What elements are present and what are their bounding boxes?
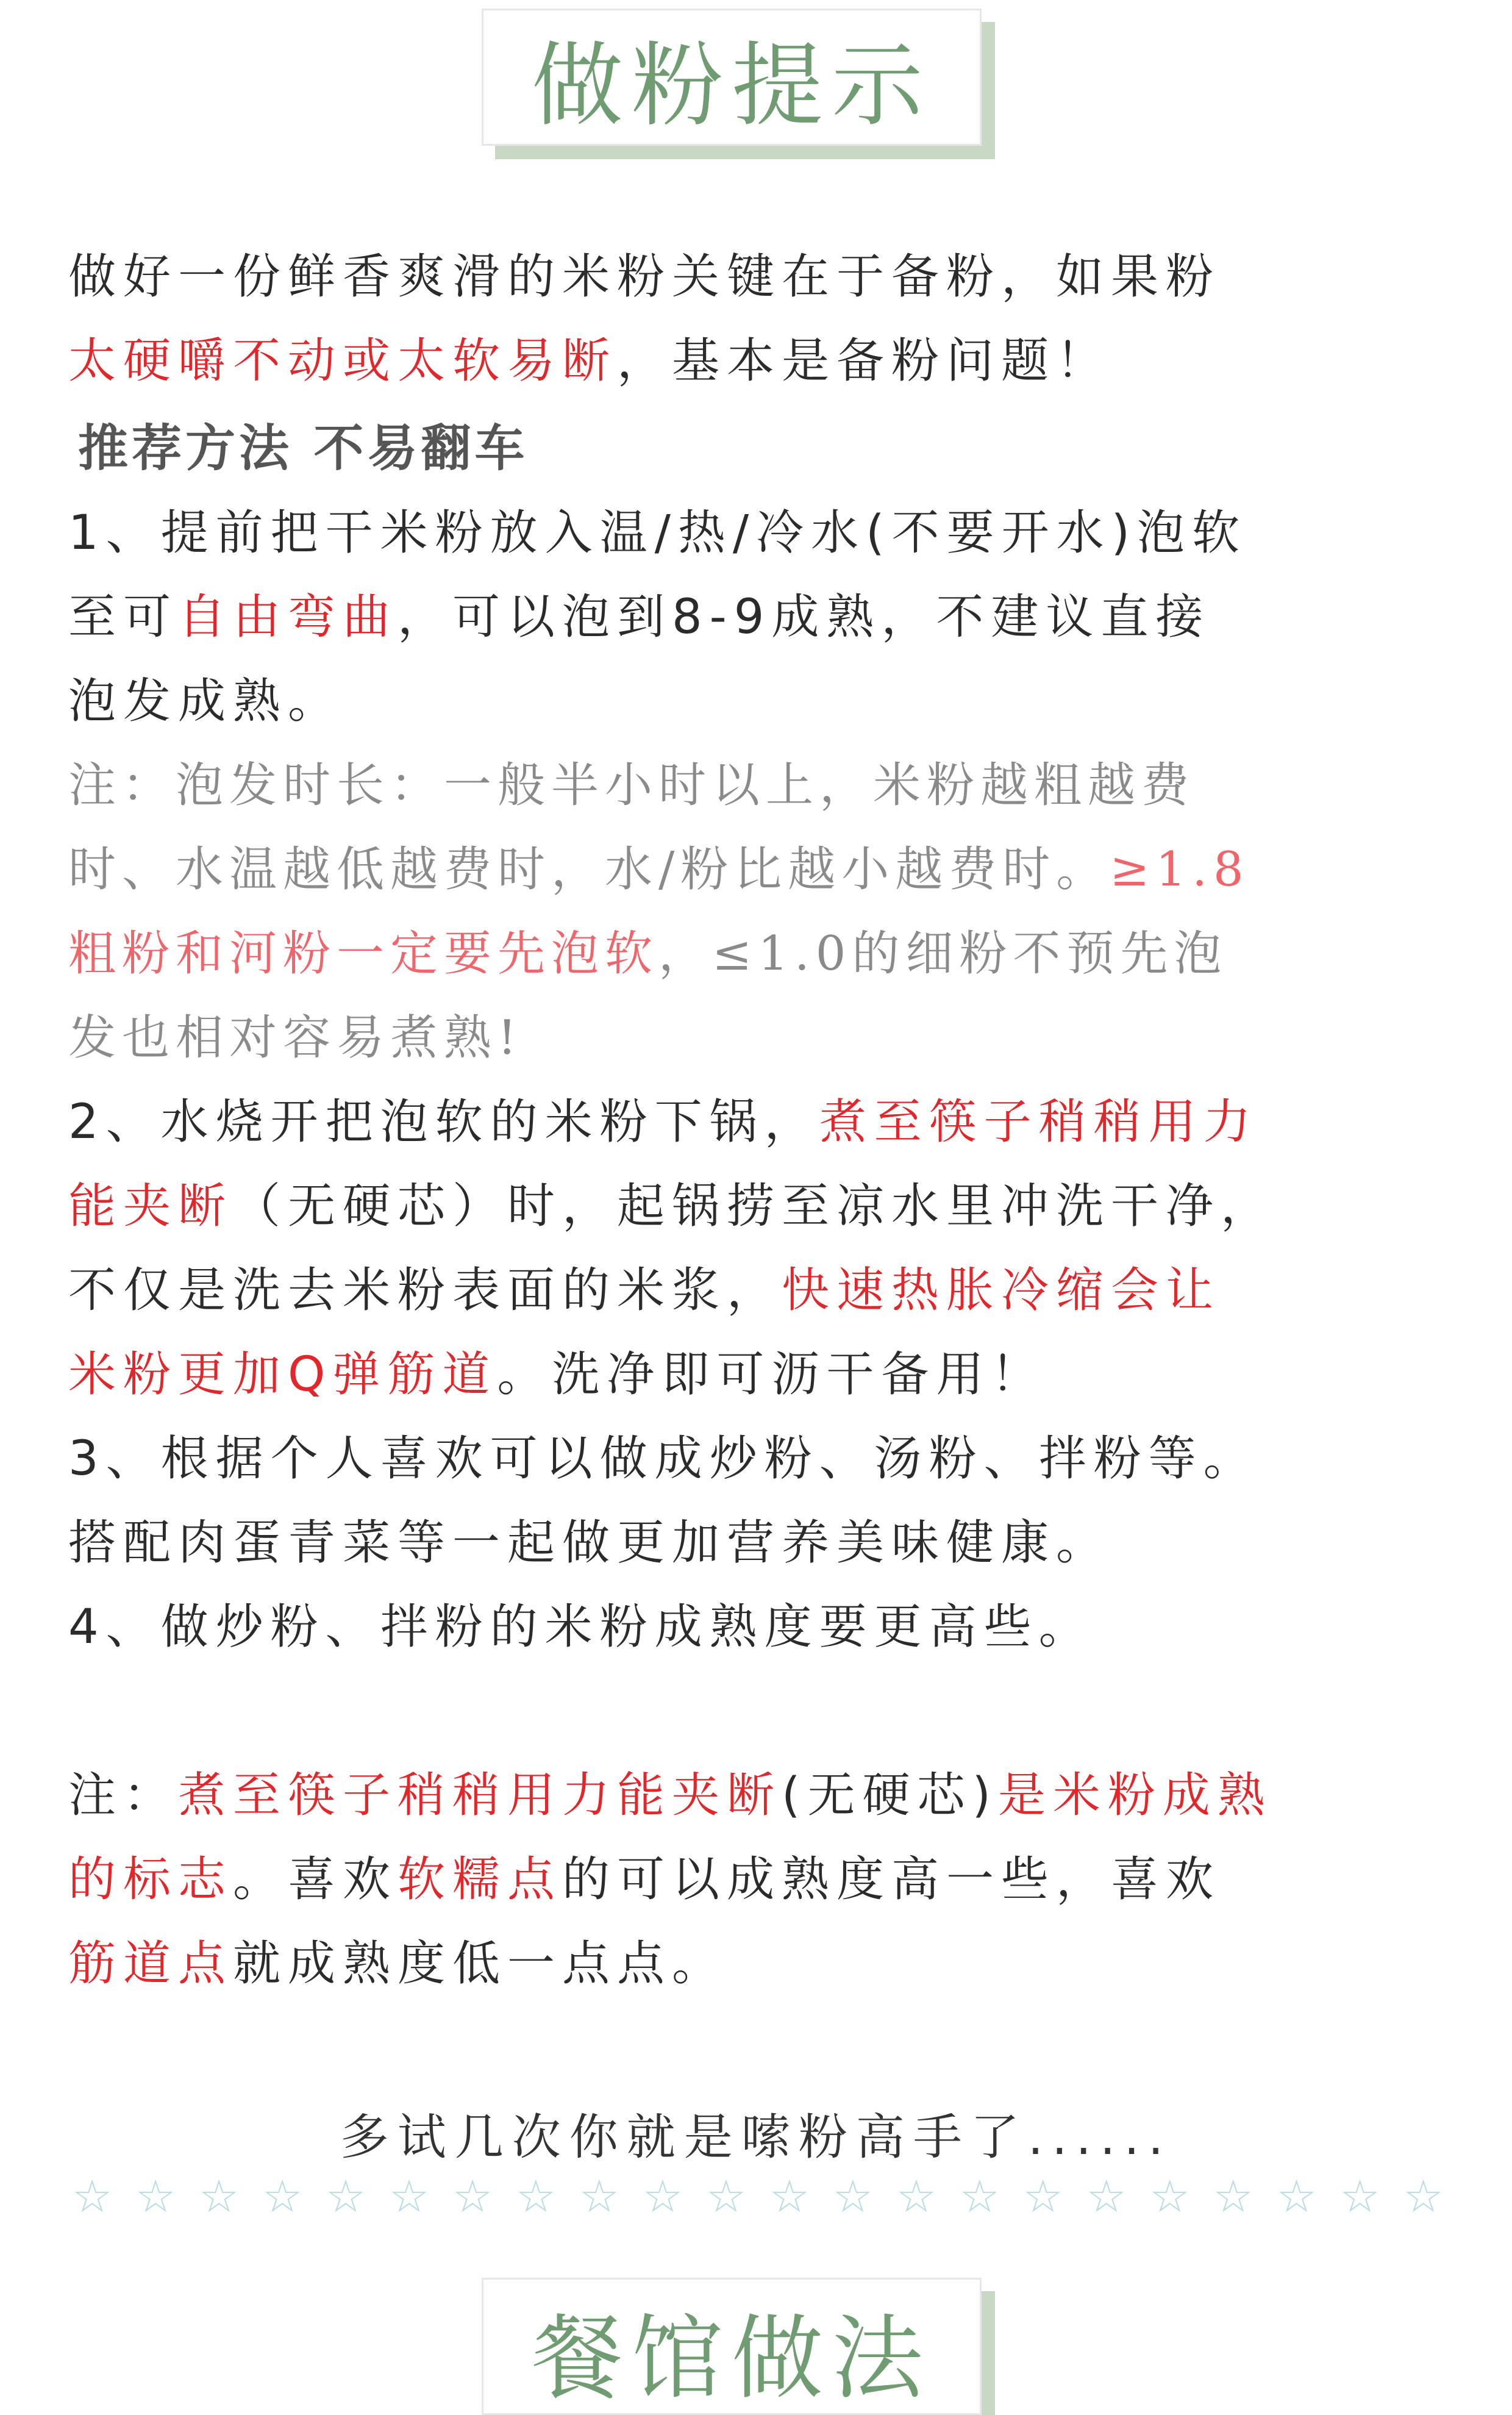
- star-icon: ☆: [452, 2170, 493, 2223]
- step-2-text-4: 。洗净即可沥干备用！: [497, 1347, 1046, 1402]
- next-section-title: 餐馆做法: [531, 2306, 932, 2412]
- star-icon: ☆: [72, 2170, 113, 2223]
- star-icon: ☆: [325, 2170, 366, 2223]
- method-heading: 推荐方法 不易翻车: [78, 420, 529, 478]
- doneness-note-label: 注：: [68, 1768, 179, 1823]
- star-icon: ☆: [832, 2170, 873, 2223]
- star-icon: ☆: [262, 2170, 303, 2223]
- step-4: 4、做炒粉、拌粉的米粉成熟度要更高些。: [68, 1600, 1094, 1655]
- star-icon: ☆: [896, 2170, 936, 2223]
- star-icon: ☆: [642, 2170, 683, 2223]
- star-icon: ☆: [1403, 2170, 1444, 2223]
- step-2-text-3: 不仅是洗去米粉表面的米浆，: [68, 1263, 782, 1318]
- next-section-title-box: [482, 2278, 982, 2415]
- step-1-highlight: 自由弯曲: [178, 590, 398, 645]
- soak-note-line-1: 注：泡发时长：一般半小时以上，米粉越粗越费: [68, 758, 1196, 813]
- star-icon: ☆: [579, 2170, 620, 2223]
- soak-note-highlight-1: ≥1.8: [1110, 842, 1250, 897]
- step-2-text-2: （无硬芯）时，起锅捞至凉水里冲洗干净，: [233, 1179, 1276, 1234]
- step-1-line-1: 1、提前把干米粉放入温/热/冷水(不要开水)泡软: [68, 506, 1247, 560]
- intro-paragraph: [68, 235, 1471, 403]
- step-1-text: 至可: [68, 590, 179, 645]
- step-2: [68, 1080, 1471, 1417]
- star-icon: ☆: [1276, 2170, 1317, 2223]
- star-icon: ☆: [515, 2170, 557, 2223]
- star-icon: ☆: [388, 2170, 430, 2223]
- doneness-note-text-3: 的可以成熟度高一些，喜欢: [562, 1852, 1221, 1907]
- soak-note-line-2: 时、水温越低越费时，水/粉比越小越费时。: [68, 842, 1110, 897]
- intro-line-1: 做好一份鲜香爽滑的米粉关键在于备粉，如果粉: [68, 249, 1221, 304]
- doneness-note-highlight-5: 筋道点: [68, 1936, 234, 1991]
- step-2-text: 2、水烧开把泡软的米粉下锅，: [68, 1095, 819, 1150]
- star-icon: ☆: [959, 2170, 1000, 2223]
- section-title: 做粉提示: [531, 32, 932, 139]
- step-2-highlight-4: 米粉更加Q弹筋道: [68, 1347, 497, 1402]
- star-icon: ☆: [135, 2170, 176, 2223]
- tips-content: [68, 235, 1471, 2006]
- doneness-note-highlight-2: 是米粉成熟: [997, 1768, 1272, 1823]
- soak-note-line-3: ，≤1.0的细粉不预先泡: [658, 926, 1228, 981]
- section-title-box: [482, 9, 982, 146]
- soak-note-line-4: 发也相对容易煮熟!: [68, 1011, 523, 1065]
- step-2-highlight-2: 能夹断: [68, 1179, 234, 1234]
- star-icon: ☆: [1339, 2170, 1380, 2223]
- step-3-line-2: 搭配肉蛋青菜等一起做更加营养美味健康。: [68, 1515, 1111, 1570]
- spacer: [68, 1669, 1471, 1753]
- soak-note-highlight-2: 粗粉和河粉一定要先泡软: [68, 926, 659, 981]
- closing-line: 多试几次你就是嗦粉高手了......: [340, 2109, 1172, 2166]
- doneness-note-highlight-3: 的标志: [68, 1852, 234, 1907]
- step-2-highlight-1: 煮至筷子稍稍用力: [819, 1095, 1258, 1150]
- step-1: [68, 491, 1471, 743]
- doneness-note: [68, 1753, 1471, 2006]
- soak-note: [68, 743, 1471, 1080]
- star-icon: ☆: [1213, 2170, 1253, 2223]
- star-icon: ☆: [705, 2170, 747, 2223]
- step-2-highlight-3: 快速热胀冷缩会让: [782, 1263, 1221, 1318]
- star-divider: [72, 2170, 1444, 2223]
- doneness-note-text-4: 就成熟度低一点点。: [233, 1936, 727, 1991]
- doneness-note-highlight-1: 煮至筷子稍稍用力能夹断: [178, 1768, 782, 1823]
- star-icon: ☆: [1086, 2170, 1127, 2223]
- step-1-line-3: 泡发成熟。: [68, 674, 343, 729]
- intro-line-2-rest: ，基本是备粉问题！: [617, 334, 1111, 388]
- star-icon: ☆: [769, 2170, 810, 2223]
- star-icon: ☆: [1022, 2170, 1063, 2223]
- step-3: [68, 1417, 1471, 1585]
- doneness-note-highlight-4: 软糯点: [398, 1852, 563, 1907]
- step-1-text-2: ，可以泡到8-9成熟，不建议直接: [398, 590, 1211, 645]
- star-icon: ☆: [1149, 2170, 1190, 2223]
- star-icon: ☆: [198, 2170, 240, 2223]
- doneness-note-text: (无硬芯): [782, 1768, 998, 1823]
- step-3-line-1: 3、根据个人喜欢可以做成炒粉、汤粉、拌粉等。: [68, 1431, 1258, 1486]
- doneness-note-text-2: 。喜欢: [233, 1852, 398, 1907]
- intro-highlight: 太硬嚼不动或太软易断: [68, 334, 618, 388]
